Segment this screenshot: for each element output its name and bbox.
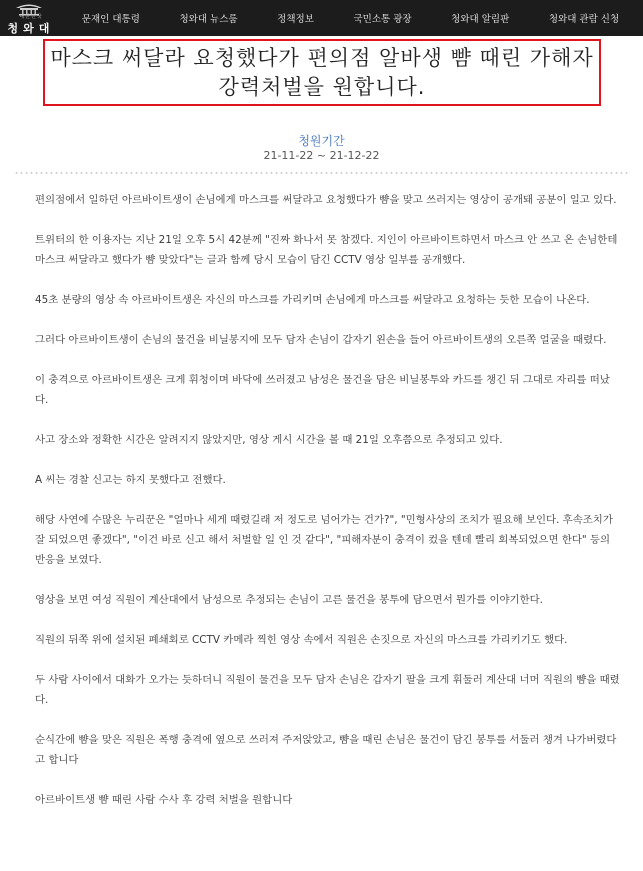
body-paragraph: 아르바이트생 뺨 때린 사람 수사 후 강력 처벌을 원합니다 (35, 794, 293, 806)
petition-title (46, 44, 598, 102)
body-paragraph: 트위터의 한 이용자는 지난 21일 오후 5시 42분께 "진짜 화나서 못 참겠다. 지인이 아르바이트하면서 마스크 안 쓰고 온 손님한테 마스크 써달라고 했다가 뺨 맞았다"는 글과 함께 당시 모습이 담긴 CCTV 영상 일부를 공개했다. (35, 234, 618, 266)
petition-title-line-2: 강력처벌을 원합니다. (218, 75, 426, 99)
petition-period-label: 청원기간 (298, 134, 345, 148)
body-paragraph: 사고 장소와 정확한 시간은 알려지지 않았지만, 영상 게시 시간을 볼 때 21일 오후쯤으로 추정되고 있다. (35, 434, 503, 446)
dotted-divider (14, 172, 629, 174)
body-paragraph: 직원의 뒤쪽 위에 설치된 폐쇄회로 CCTV 카메라 찍힌 영상 속에서 직원은 손짓으로 자신의 마스크를 가리키기도 했다. (35, 634, 568, 646)
nav-tour-request[interactable]: 청와대 관람 신청 (548, 14, 620, 25)
body-paragraph: 두 사람 사이에서 대화가 오가는 듯하더니 직원이 물건을 모두 담자 손님은 갑자기 팔을 크게 휘둘러 계산대 너머 직원의 뺨을 때렸다. (35, 674, 620, 706)
body-paragraph: 45초 분량의 영상 속 아르바이트생은 자신의 마스크를 가리키며 손님에게 마스크를 써달라고 요청하는 듯한 모습이 나온다. (35, 294, 590, 306)
logo-caption: 대한민국 (19, 14, 43, 20)
nav-policy-info[interactable]: 정책정보 (277, 14, 314, 25)
top-navigation-bar (0, 0, 643, 36)
petition-title-line-1: 마스크 써달라 요청했다가 편의점 알바생 뺨 때린 가해자 (50, 46, 594, 70)
cheongwadae-logo[interactable] (0, 0, 62, 36)
main-nav (62, 11, 643, 25)
body-paragraph: 순식간에 뺨을 맞은 직원은 폭행 충격에 옆으로 쓰러져 주저앉았고, 뺨을 때린 손님은 물건이 담긴 봉투를 서둘러 챙겨 나가버렸다고 합니다 (35, 734, 617, 766)
petition-period-dates: 21-11-22 ~ 21-12-22 (263, 149, 380, 162)
body-paragraph: 이 충격으로 아르바이트생은 크게 휘청이며 바닥에 쓰러졌고 남성은 물건을 담은 비닐봉투와 카드를 챙긴 뒤 그대로 자리를 떠났다. (35, 374, 610, 406)
body-paragraph: 해당 사연에 수많은 누리꾼은 "얼마나 세게 때렸길래 저 정도로 넘어가는 건가?", "민형사상의 조치가 필요해 보인다. 후속조치가 잘 되었으면 좋겠다", "이건 바로 신고 해서 처벌할 일 인 것 같다", "피해자분이 충격이 컸을 텐데 빨리 회복되었으면 한다" 등의 반응을 보였다. (35, 514, 613, 566)
logo-title: 청와대 (7, 22, 55, 35)
body-paragraph: 편의점에서 일하던 아르바이트생이 손님에게 마스크를 써달라고 요청했다가 뺨을 맞고 쓰러지는 영상이 공개돼 공분이 일고 있다. (35, 194, 617, 206)
body-paragraph: A 씨는 경찰 신고는 하지 못했다고 전했다. (35, 474, 226, 486)
nav-public-forum[interactable]: 국민소통 광장 (353, 14, 412, 25)
nav-president[interactable]: 문재인 대통령 (81, 14, 140, 25)
body-paragraph: 그러다 아르바이트생이 손님의 물건을 비닐봉지에 모두 담자 손님이 갑자기 왼손을 들어 아르바이트생의 오른쪽 얼굴을 때렸다. (35, 334, 607, 346)
nav-notice-board[interactable]: 청와대 알림판 (451, 14, 510, 25)
nav-newsroom[interactable]: 청와대 뉴스룸 (179, 14, 238, 25)
petition-body (35, 190, 623, 830)
body-paragraph: 영상을 보면 여성 직원이 계산대에서 남성으로 추정되는 손님이 고른 물건을 봉투에 담으면서 뭔가를 이야기한다. (35, 594, 543, 606)
